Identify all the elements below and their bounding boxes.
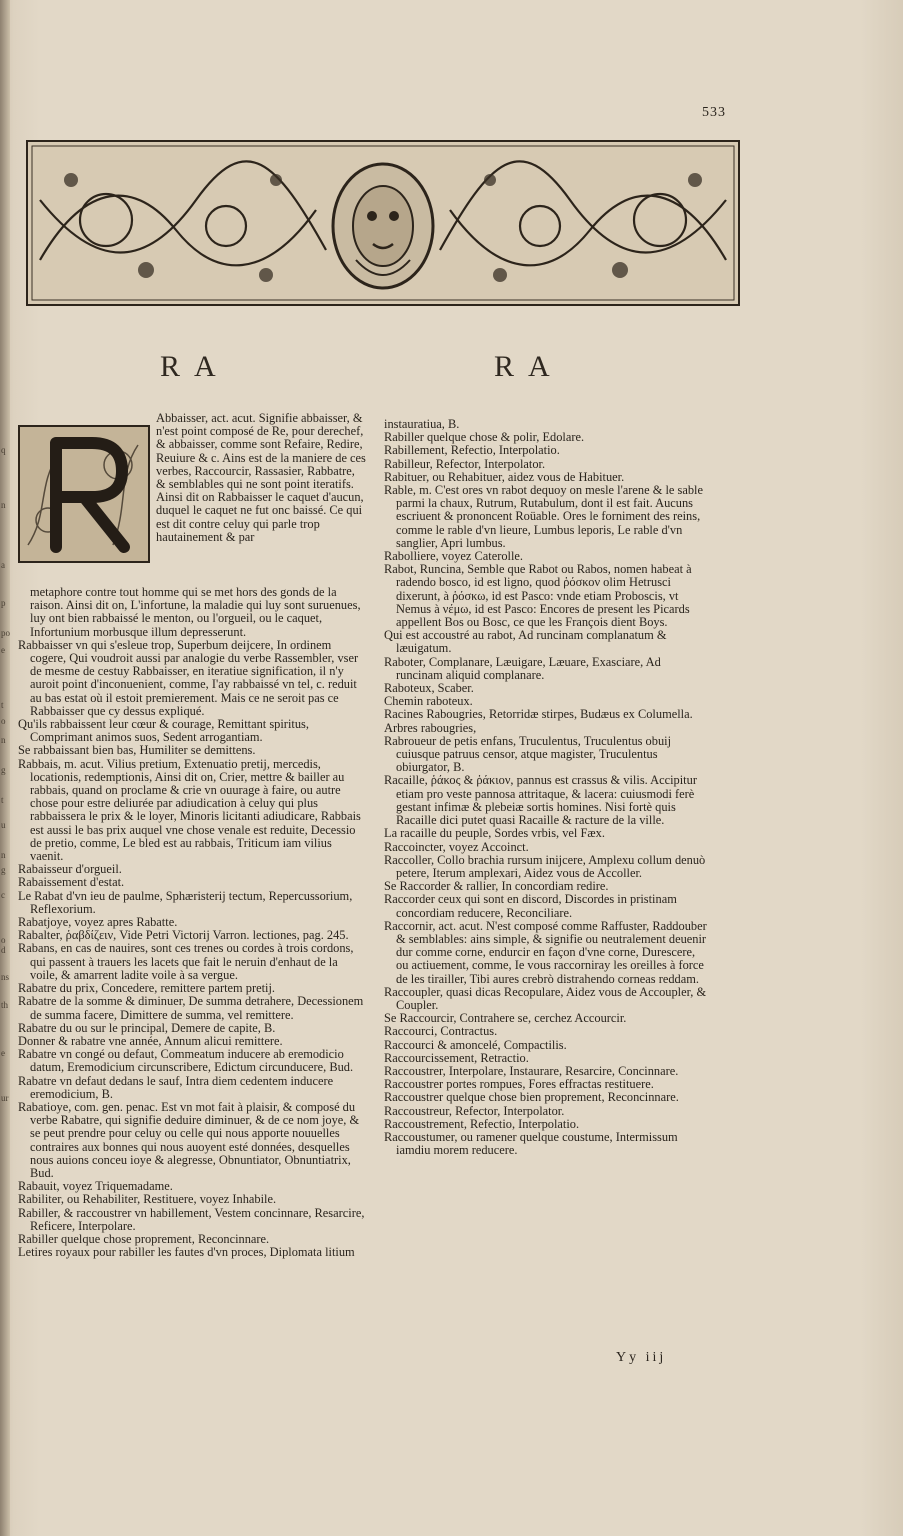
signature-mark: Yy iij xyxy=(616,1350,667,1365)
dictionary-entry: Abbaisser, act. acut. Signifie abbaisser, & n'est point composé de Re, pour derechef, & abbaisser, comme sont Refaire, Redire, Reuiure & c. Ains est de la maniere de ces verbes, Raccourcir, Rassasier, Rabbatre, & semblables qui ne sont point iteratifs. Ainsi dit on Rabbaisser le caquet d'aucun, duquel le caquet ne fut onc baissé. Ce qui est dit contre celuy qui parle trop hautainement & par xyxy=(156,411,366,544)
dictionary-entry: Racines Rabougries, Retorridæ stirpes, Budæus ex Columella. xyxy=(384,707,693,722)
dictionary-entry: Rabolliere, voyez Caterolle. xyxy=(384,549,523,564)
dictionary-entry: Rabilleur, Refector, Interpolator. xyxy=(384,456,546,471)
dictionary-entry: Qui est accoustré au rabot, Ad runcinam complanatum & læuigatum. xyxy=(384,628,667,656)
margin-note: c xyxy=(1,890,5,900)
column-head-right: RA xyxy=(494,350,564,383)
dictionary-entry: Rabiller quelque chose & polir, Edolare. xyxy=(384,430,585,445)
margin-note: g xyxy=(1,865,6,875)
dictionary-entry: Rabiliter, ou Rehabiliter, Restituere, voyez Inhabile. xyxy=(18,1192,277,1207)
dictionary-entry: Raccoustumer, ou ramener quelque coustume, Intermissum iamdiu morem reducere. xyxy=(384,1129,678,1158)
dictionary-entry: Raboteux, Scaber. xyxy=(384,681,474,696)
dictionary-entry: Raccourcissement, Retractio. xyxy=(384,1050,529,1065)
dictionary-entry: Chemin raboteux. xyxy=(384,694,473,709)
margin-note: n xyxy=(1,500,6,510)
margin-note: n xyxy=(1,735,6,745)
dictionary-entry: Rabaisseur d'orgueil. xyxy=(18,862,122,877)
dictionary-entry: Raccoustrement, Refectio, Interpolatio. xyxy=(384,1116,580,1131)
margin-note: o xyxy=(1,716,6,726)
dictionary-entry: Rabauit, voyez Triquemadame. xyxy=(18,1179,173,1194)
dictionary-entry: Rabatre de la somme & diminuer, De summa detrahere, Decessionem de summa facere, Dimittere de summa, vel remittere. xyxy=(18,994,364,1022)
dictionary-entry: Le Rabat d'vn ieu de paulme, Sphæristerij tectum, Repercussorium, Reflexorium. xyxy=(18,888,353,916)
margin-note: th xyxy=(1,1000,9,1010)
dictionary-entry: Raccornir, act. acut. N'est composé comme Raffuster, Raddouber & semblables: ains simple, & signifie ou neutralement deuenir dur comme corne, endurcir en façon d'vne corne, Durescere, ou actiuement, comme, Ie vous raccorniray les oreilles à force de les tirailler, Tibi aures crebrò distrahendo corneas reddam. xyxy=(384,918,707,986)
page-number: 533 xyxy=(702,105,726,120)
dictionary-entry: Raccorder ceux qui sont en discord, Discordes in pristinam concordiam reducere, Reconciliare. xyxy=(384,892,677,920)
dictionary-entry: Rabillement, Refectio, Interpolatio. xyxy=(384,443,560,458)
margin-note: g xyxy=(1,765,6,775)
column-head-left: RA xyxy=(160,350,230,383)
dictionary-entry: Raccoustrer quelque chose bien proprement, Reconcinnare. xyxy=(384,1090,679,1105)
left-margin-notes xyxy=(0,0,18,1536)
left-column xyxy=(18,412,366,1259)
dictionary-entry: Arbres rabougries, xyxy=(384,720,477,735)
dictionary-entry: instauratiua, B. xyxy=(384,417,460,431)
dictionary-entry: Raccoustrer portes rompues, Fores effractas restituere. xyxy=(384,1077,654,1092)
margin-note: t xyxy=(1,795,4,805)
margin-note: q xyxy=(1,445,6,455)
dictionary-entry: Rabroueur de petis enfans, Truculentus, Truculentus obuij cuiusque patruus censor, atque magister, Truculentus obiurgator, B. xyxy=(384,733,672,775)
margin-note: o xyxy=(1,935,6,945)
dictionary-entry: Qu'ils rabbaissent leur cœur & courage, Remittant spiritus, Comprimant animos suos, Sedent arrogantiam. xyxy=(18,717,309,745)
dictionary-entry: Racaille, ῥάκος & ῥάκιον, pannus est crassus & vilis. Accipitur etiam pro veste pannosa attritaque, & lacera: cuiusmodi ferè gestant infimæ & plebeiæ sortis homines. Nisi fortè quis Racaille dici putet quasi Racaille & racture de la ville. xyxy=(384,773,697,828)
dictionary-entry: Rable, m. C'est ores vn rabot dequoy on mesle l'arene & le sable parmi la chaux, Rutrum, Rutabulum, dont il est fait. Aucuns escriuent & prononcent Roüable. Ores le forniment des reins, comme le rable d'vn lieure, Lumbus leporis, Le rable d'vn sanglier, Apri lumbus. xyxy=(384,483,703,550)
dictionary-entry: Rabbaisser vn qui s'esleue trop, Superbum deijcere, In ordinem cogere, Qui voudroit aussi par analogie du verbe Rassembler, vser de mesme de cestuy Rabbaisser, en iteratiue signification, il n'y auroit point d'inconuenient, comme, I'ay rabbaissé vn tel, c. reduit au bas estat où il estoit premierement. Mais ce ne seroit pas ce Rabbaisser que cy dessus expliqué. xyxy=(18,637,359,718)
dictionary-entry: Raccourci & amoncelé, Compactilis. xyxy=(384,1037,567,1052)
dictionary-entry: Raccoincter, voyez Accoinct. xyxy=(384,839,529,854)
dictionary-entry: Rabiller, & raccoustrer vn habillement, Vestem concinnare, Resarcire, Reficere, Interpolare. xyxy=(18,1205,365,1233)
margin-note: a xyxy=(1,560,5,570)
dictionary-entry: Rabbais, m. acut. Vilius pretium, Extenuatio pretij, mercedis, locationis, redemptionis, Ainsi dit on, Crier, mettre & bailler au rabbais, quand on proclame & crie vn ouurage à faire, ou autre chose pour estre deliurée par adiudication à celuy qui plus rabbaissera le prix & le loyer, Minoris licitanti adiudicare, Rabbais est aussi le bas prix auquel vne chose venale est reduite, Decessio de pretio, comme, Le bled est au rabbais, Triticum iam vilius vaenit. xyxy=(18,756,361,864)
dictionary-entry: Rabatjoye, voyez apres Rabatte. xyxy=(18,915,178,930)
margin-note: t xyxy=(1,700,4,710)
dictionary-entry: Raboter, Complanare, Læuigare, Læuare, Exasciare, Ad runcinam aliquid complanare. xyxy=(384,654,661,682)
dictionary-entry: Rabot, Runcina, Semble que Rabot ou Rabos, nomen habeat à radendo bosco, id est ligno, quod ῥόσκον olim Hetrusci dixerunt, à ῥόσκω, id est Pasco: vnde etiam Proboscis, vt Nemus à νέμω, id est Pasco: Encores de present les Picards appellent Bos ou Bosc, ce que les François dient Boys. xyxy=(384,562,692,630)
dictionary-entry: Raccourci, Contractus. xyxy=(384,1024,498,1039)
dictionary-entry: La racaille du peuple, Sordes vrbis, vel Fæx. xyxy=(384,826,605,841)
dictionary-entry: Rabatre du prix, Concedere, remittere partem pretij. xyxy=(18,981,275,996)
dictionary-entry: Donner & rabatre vne année, Annum alicui remittere. xyxy=(18,1033,283,1048)
dictionary-entry: Rabatre vn congé ou defaut, Commeatum inducere ab eremodicio datum, Eremodicium circunscribere, Edictum circunducere, Bud. xyxy=(18,1047,354,1075)
right-column xyxy=(384,418,710,1157)
margin-note: po xyxy=(1,628,10,638)
margin-note: e xyxy=(1,645,5,655)
margin-note: p xyxy=(1,598,6,608)
ornamental-headpiece xyxy=(26,140,740,306)
dictionary-entry: Rabituer, ou Rehabituer, aidez vous de Habituer. xyxy=(384,469,625,484)
dictionary-entry: Rabatioye, com. gen. penac. Est vn mot fait à plaisir, & composé du verbe Rabatre, qui signifie deduire diminuer, & de ce nom joye, & se peut prendre pour celuy ou celle qui nous apporte nouuelles contraires aux bonnes qui nous auoyent esté données, desquelles nous auions conceu ioye & alegresse, Obnuntiator, Obnuntiatrix, Bud. xyxy=(18,1099,360,1180)
margin-note: e xyxy=(1,1048,5,1058)
margin-note: ns xyxy=(1,972,10,982)
margin-note: ur xyxy=(1,1093,9,1103)
dictionary-entry: Raccoustrer, Interpolare, Instaurare, Resarcire, Concinnare. xyxy=(384,1063,679,1078)
dictionary-entry: Rabatre du ou sur le principal, Demere de capite, B. xyxy=(18,1020,276,1035)
dictionary-entry: Rabalter, ῥαβδίζειν, Vide Petri Victorij Varron. lectiones, pag. 245. xyxy=(18,928,349,943)
margin-note: d xyxy=(1,945,6,955)
dictionary-entry: Rabaissement d'estat. xyxy=(18,875,125,890)
dictionary-entry: metaphore contre tout homme qui se met hors des gonds de la raison. Ainsi dit on, L'infortune, la maladie qui luy sont suruenues, luy ont bien rabbaissé le menton, ou l'orgueil, ou le caquet, Infortunium morbusque illum depresserunt. xyxy=(30,585,361,639)
dictionary-entry: Raccoller, Collo brachia rursum inijcere, Amplexu collum denuò petere, Iterum amplexari, Aidez vous de Accoller. xyxy=(384,852,706,880)
dictionary-entry: Se rabbaissant bien bas, Humiliter se demittens. xyxy=(18,743,256,758)
dictionary-entry: Se Raccorder & rallier, In concordiam redire. xyxy=(384,879,609,894)
dictionary-entry: Raccoupler, quasi dicas Recopulare, Aidez vous de Accoupler, & Coupler. xyxy=(384,984,707,1012)
dictionary-entry: Rabiller quelque chose proprement, Reconcinnare. xyxy=(18,1231,270,1246)
dictionary-entry: Rabatre vn defaut dedans le sauf, Intra diem cedentem inducere eremodicium, B. xyxy=(18,1073,334,1101)
dictionary-entry: Rabans, en cas de nauires, sont ces trenes ou cordes à trois cordons, qui passent à trauers les lacets que fait le neruin d'enhaut de la voile, & amarrent ladite voile à sa vergue. xyxy=(18,941,354,982)
margin-note: u xyxy=(1,820,6,830)
dictionary-entry: Letires royaux pour rabiller les fautes d'vn proces, Diplomata litium xyxy=(18,1245,355,1260)
dictionary-entry: Se Raccourcir, Contrahere se, cerchez Accourcir. xyxy=(384,1011,627,1026)
dictionary-entry: Raccoustreur, Refector, Interpolator. xyxy=(384,1103,565,1118)
margin-note: n xyxy=(1,850,6,860)
